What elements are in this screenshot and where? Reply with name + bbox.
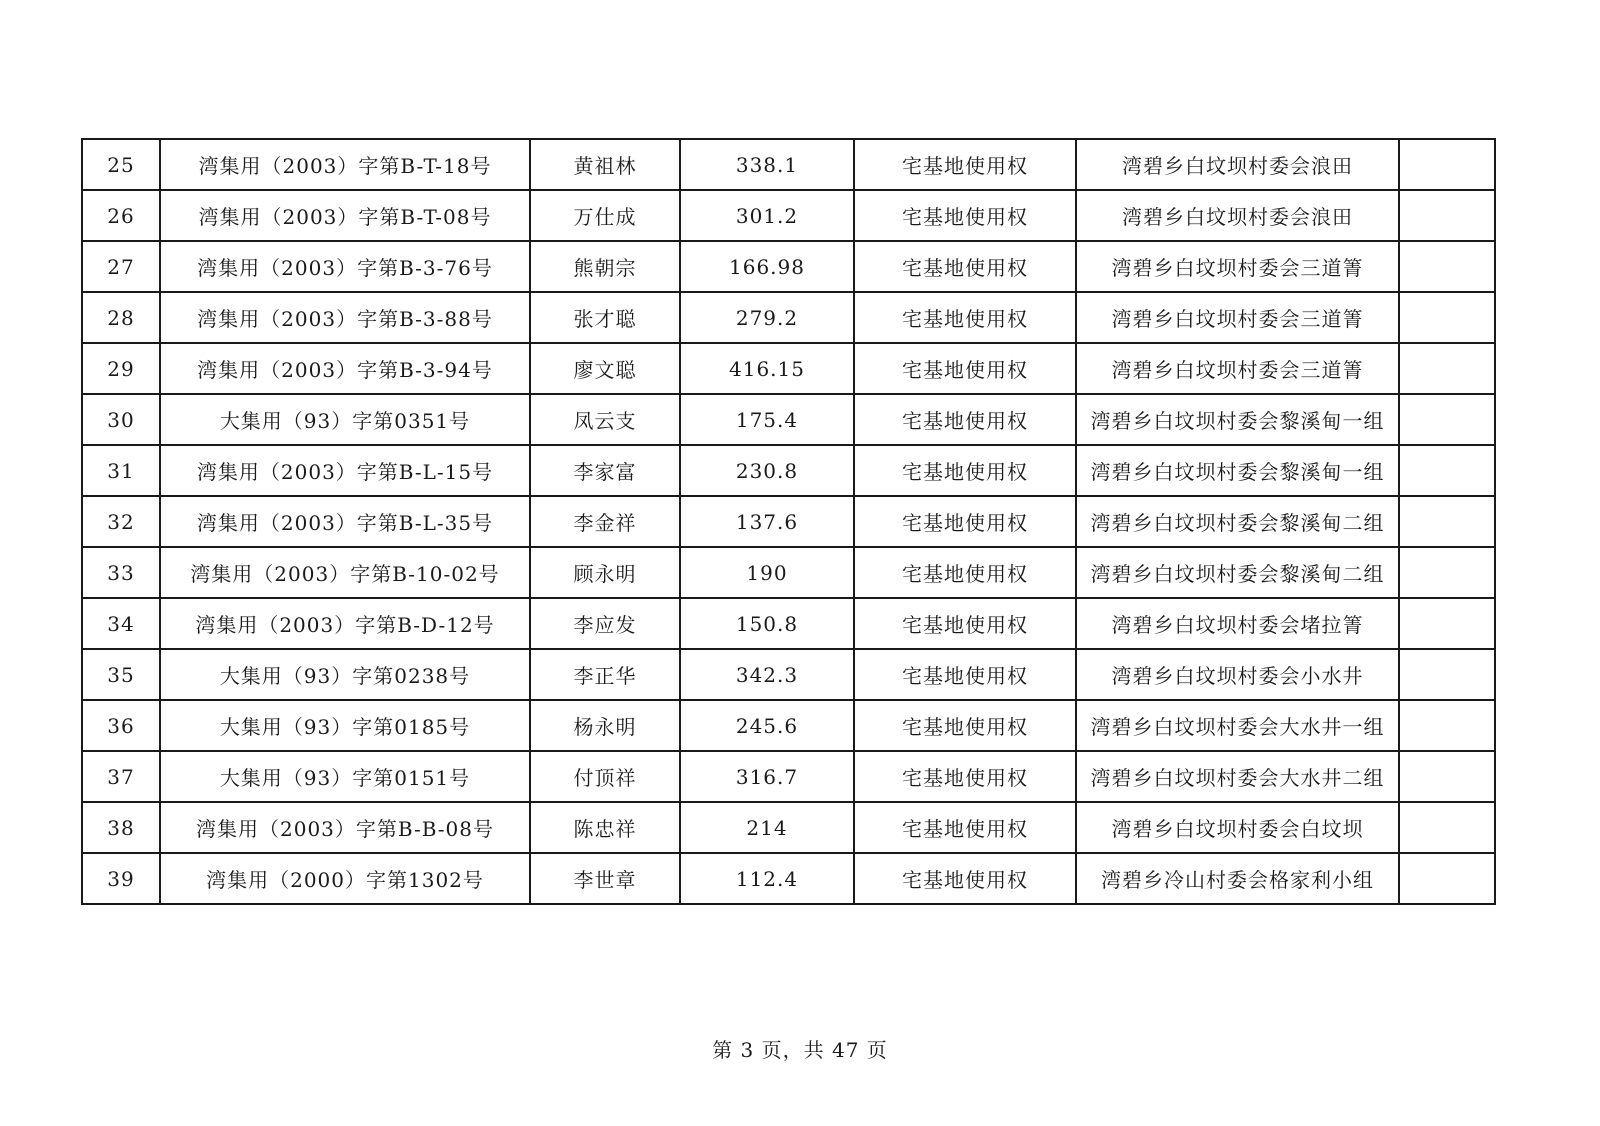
area-value: 301.2 [680, 190, 854, 241]
table-row [82, 394, 1495, 445]
certificate-number: 湾集用（2003）字第B-D-12号 [160, 598, 530, 649]
row-number: 26 [82, 190, 160, 241]
table-row [82, 496, 1495, 547]
certificate-number: 湾集用（2003）字第B-3-88号 [160, 292, 530, 343]
right-type: 宅基地使用权 [854, 547, 1076, 598]
table-row [82, 598, 1495, 649]
remarks-cell [1399, 853, 1495, 904]
land-location: 湾碧乡白坟坝村委会三道箐 [1076, 241, 1399, 292]
remarks-cell [1399, 598, 1495, 649]
certificate-number: 湾集用（2003）字第B-L-35号 [160, 496, 530, 547]
remarks-cell [1399, 292, 1495, 343]
area-value: 112.4 [680, 853, 854, 904]
land-location: 湾碧乡白坟坝村委会白坟坝 [1076, 802, 1399, 853]
area-value: 230.8 [680, 445, 854, 496]
land-location: 湾碧乡白坟坝村委会黎溪甸二组 [1076, 496, 1399, 547]
remarks-cell [1399, 445, 1495, 496]
table-row [82, 241, 1495, 292]
certificate-number: 大集用（93）字第0351号 [160, 394, 530, 445]
row-number: 36 [82, 700, 160, 751]
area-value: 279.2 [680, 292, 854, 343]
land-location: 湾碧乡白坟坝村委会大水井二组 [1076, 751, 1399, 802]
remarks-cell [1399, 190, 1495, 241]
land-rights-table [81, 138, 1496, 905]
table-row [82, 139, 1495, 190]
certificate-number: 湾集用（2003）字第B-L-15号 [160, 445, 530, 496]
area-value: 166.98 [680, 241, 854, 292]
row-number: 27 [82, 241, 160, 292]
row-number: 34 [82, 598, 160, 649]
owner-name: 李应发 [530, 598, 680, 649]
remarks-cell [1399, 802, 1495, 853]
certificate-number: 大集用（93）字第0238号 [160, 649, 530, 700]
certificate-number: 大集用（93）字第0185号 [160, 700, 530, 751]
table-row [82, 547, 1495, 598]
right-type: 宅基地使用权 [854, 292, 1076, 343]
owner-name: 张才聪 [530, 292, 680, 343]
land-location: 湾碧乡白坟坝村委会黎溪甸一组 [1076, 445, 1399, 496]
land-location: 湾碧乡白坟坝村委会黎溪甸一组 [1076, 394, 1399, 445]
row-number: 29 [82, 343, 160, 394]
right-type: 宅基地使用权 [854, 751, 1076, 802]
table-row [82, 853, 1495, 904]
owner-name: 万仕成 [530, 190, 680, 241]
table-row [82, 190, 1495, 241]
area-value: 316.7 [680, 751, 854, 802]
owner-name: 黄祖林 [530, 139, 680, 190]
land-location: 湾碧乡白坟坝村委会浪田 [1076, 139, 1399, 190]
row-number: 31 [82, 445, 160, 496]
remarks-cell [1399, 343, 1495, 394]
row-number: 25 [82, 139, 160, 190]
owner-name: 李正华 [530, 649, 680, 700]
table-row [82, 751, 1495, 802]
land-location: 湾碧乡白坟坝村委会小水井 [1076, 649, 1399, 700]
area-value: 150.8 [680, 598, 854, 649]
owner-name: 陈忠祥 [530, 802, 680, 853]
right-type: 宅基地使用权 [854, 241, 1076, 292]
row-number: 32 [82, 496, 160, 547]
remarks-cell [1399, 547, 1495, 598]
right-type: 宅基地使用权 [854, 139, 1076, 190]
table-row [82, 649, 1495, 700]
area-value: 245.6 [680, 700, 854, 751]
area-value: 416.15 [680, 343, 854, 394]
remarks-cell [1399, 139, 1495, 190]
owner-name: 李金祥 [530, 496, 680, 547]
right-type: 宅基地使用权 [854, 343, 1076, 394]
right-type: 宅基地使用权 [854, 190, 1076, 241]
land-location: 湾碧乡白坟坝村委会三道箐 [1076, 292, 1399, 343]
table-row [82, 802, 1495, 853]
land-location: 湾碧乡白坟坝村委会三道箐 [1076, 343, 1399, 394]
row-number: 30 [82, 394, 160, 445]
right-type: 宅基地使用权 [854, 394, 1076, 445]
right-type: 宅基地使用权 [854, 496, 1076, 547]
table-row [82, 700, 1495, 751]
right-type: 宅基地使用权 [854, 802, 1076, 853]
remarks-cell [1399, 700, 1495, 751]
remarks-cell [1399, 751, 1495, 802]
remarks-cell [1399, 649, 1495, 700]
land-location: 湾碧乡冷山村委会格家利小组 [1076, 853, 1399, 904]
certificate-number: 湾集用（2003）字第B-T-18号 [160, 139, 530, 190]
certificate-number: 湾集用（2003）字第B-3-94号 [160, 343, 530, 394]
area-value: 342.3 [680, 649, 854, 700]
certificate-number: 湾集用（2003）字第B-10-02号 [160, 547, 530, 598]
owner-name: 杨永明 [530, 700, 680, 751]
row-number: 38 [82, 802, 160, 853]
table-row [82, 292, 1495, 343]
remarks-cell [1399, 496, 1495, 547]
certificate-number: 湾集用（2003）字第B-3-76号 [160, 241, 530, 292]
row-number: 37 [82, 751, 160, 802]
table-row [82, 343, 1495, 394]
land-location: 湾碧乡白坟坝村委会浪田 [1076, 190, 1399, 241]
area-value: 175.4 [680, 394, 854, 445]
row-number: 39 [82, 853, 160, 904]
certificate-number: 湾集用（2003）字第B-T-08号 [160, 190, 530, 241]
page-number: 第 3 页，共 47 页 [712, 1038, 888, 1062]
owner-name: 顾永明 [530, 547, 680, 598]
row-number: 33 [82, 547, 160, 598]
owner-name: 凤云支 [530, 394, 680, 445]
right-type: 宅基地使用权 [854, 649, 1076, 700]
table-body [82, 139, 1495, 904]
remarks-cell [1399, 241, 1495, 292]
remarks-cell [1399, 394, 1495, 445]
owner-name: 熊朝宗 [530, 241, 680, 292]
right-type: 宅基地使用权 [854, 853, 1076, 904]
table-row [82, 445, 1495, 496]
owner-name: 李家富 [530, 445, 680, 496]
row-number: 28 [82, 292, 160, 343]
certificate-number: 湾集用（2003）字第B-B-08号 [160, 802, 530, 853]
certificate-number: 湾集用（2000）字第1302号 [160, 853, 530, 904]
land-location: 湾碧乡白坟坝村委会大水井一组 [1076, 700, 1399, 751]
owner-name: 廖文聪 [530, 343, 680, 394]
owner-name: 李世章 [530, 853, 680, 904]
right-type: 宅基地使用权 [854, 445, 1076, 496]
area-value: 137.6 [680, 496, 854, 547]
certificate-number: 大集用（93）字第0151号 [160, 751, 530, 802]
row-number: 35 [82, 649, 160, 700]
area-value: 190 [680, 547, 854, 598]
area-value: 338.1 [680, 139, 854, 190]
land-location: 湾碧乡白坟坝村委会黎溪甸二组 [1076, 547, 1399, 598]
right-type: 宅基地使用权 [854, 700, 1076, 751]
land-location: 湾碧乡白坟坝村委会堵拉箐 [1076, 598, 1399, 649]
right-type: 宅基地使用权 [854, 598, 1076, 649]
area-value: 214 [680, 802, 854, 853]
owner-name: 付顶祥 [530, 751, 680, 802]
